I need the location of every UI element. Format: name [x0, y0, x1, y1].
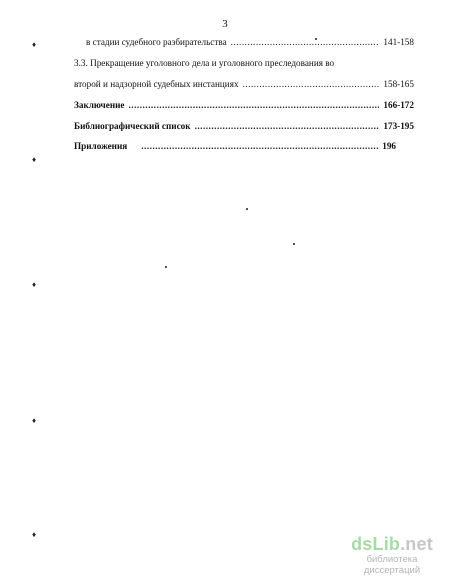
scan-speck — [293, 243, 295, 245]
toc-entry-pages: 166-172 — [383, 100, 414, 110]
toc-entry-text: в стадии судебного разбирательства — [86, 37, 227, 47]
binding-hole-mark: ♦ — [32, 416, 37, 425]
toc-entry-pages: 173-195 — [383, 121, 414, 131]
toc-leader-dots — [243, 78, 380, 90]
toc-entry-text: Заключение — [74, 100, 125, 110]
dslib-watermark — [344, 534, 440, 576]
toc-entry-text: Библиографический список — [74, 121, 191, 131]
binding-hole-mark: ♦ — [32, 155, 37, 164]
toc-leader-dots — [195, 120, 380, 132]
toc-entry-section-3-3 — [74, 57, 414, 69]
toc-entry-pages: 196 — [382, 141, 396, 151]
binding-hole-mark: ♦ — [32, 280, 37, 289]
toc-entry-text: 3.3. Прекращение уголовного дела и уголовного преследования во — [74, 58, 335, 68]
binding-hole-mark: ♦ — [32, 530, 37, 539]
binding-hole-mark: ♦ — [32, 40, 37, 49]
scan-speck — [315, 38, 317, 40]
toc-leader-dots — [129, 99, 380, 111]
toc-entry-text: второй и надзорной судебных инстанциях — [74, 79, 239, 89]
toc-entry-trial-stage — [86, 36, 414, 48]
toc-leader-dots — [231, 36, 380, 48]
dslib-subtitle: библиотека диссертаций — [363, 554, 421, 576]
scan-speck — [246, 208, 248, 210]
toc-entry-bibliography — [74, 120, 414, 132]
dslib-logo-main: dsLib — [351, 534, 401, 554]
dslib-logo-domain: .net — [400, 534, 433, 554]
toc-entry-appendices — [74, 140, 396, 152]
toc-entry-text: Приложения — [74, 141, 128, 151]
page-number: 3 — [222, 18, 228, 30]
toc-leader-dots — [141, 140, 378, 152]
dslib-logo — [344, 534, 440, 554]
scan-speck — [165, 266, 167, 268]
toc-entry-section-3-3-cont — [74, 78, 414, 90]
toc-entry-pages: 158-165 — [383, 79, 414, 89]
toc-entry-pages: 141-158 — [383, 37, 414, 47]
toc-entry-conclusion — [74, 99, 414, 111]
